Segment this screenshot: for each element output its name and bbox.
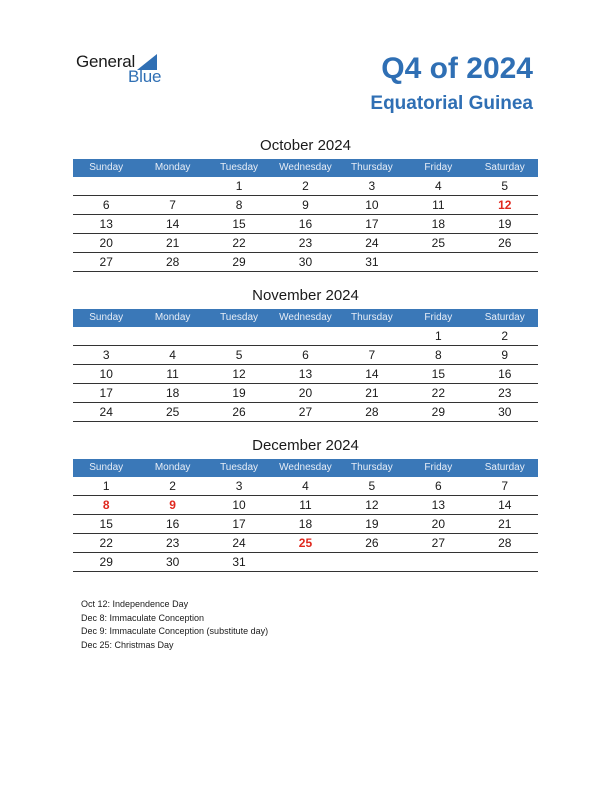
month-title: December 2024 xyxy=(252,437,359,454)
day-cell: 12 xyxy=(232,367,246,381)
day-cell: 15 xyxy=(99,517,113,531)
holiday-note: Dec 25: Christmas Day xyxy=(81,639,174,650)
weekday-label: Wednesday xyxy=(279,162,332,173)
weekday-label: Thursday xyxy=(351,462,393,473)
weekday-label: Sunday xyxy=(89,462,124,473)
day-cell: 6 xyxy=(434,479,442,493)
week-row xyxy=(73,515,538,534)
day-cell: 3 xyxy=(368,179,376,193)
day-cell: 30 xyxy=(165,555,180,569)
day-cell: 10 xyxy=(365,198,379,212)
day-cell: 4 xyxy=(169,348,176,362)
day-cell: 19 xyxy=(365,517,379,531)
day-cell: 18 xyxy=(431,217,445,231)
month-title: October 2024 xyxy=(260,137,351,154)
day-cell: 10 xyxy=(232,498,246,512)
day-cell: 27 xyxy=(99,255,113,269)
day-cell xyxy=(206,327,272,345)
weekday-label: Sunday xyxy=(89,162,124,173)
day-cell: 27 xyxy=(298,405,313,419)
day-cell: 26 xyxy=(498,236,512,250)
day-cell: 29 xyxy=(232,255,246,269)
day-cell: 2 xyxy=(169,479,176,493)
day-cell: 13 xyxy=(431,498,445,512)
weekday-label: Monday xyxy=(154,462,191,473)
day-cell: 3 xyxy=(102,348,110,362)
holiday-day-cell: 12 xyxy=(498,198,512,212)
weekday-label: Friday xyxy=(424,162,453,173)
day-cell: 29 xyxy=(99,555,113,569)
weekday-label: Thursday xyxy=(351,162,393,173)
weekday-label: Tuesday xyxy=(220,462,259,473)
day-cell: 26 xyxy=(232,405,246,419)
day-cell: 27 xyxy=(431,536,445,550)
weekday-label: Wednesday xyxy=(279,462,332,473)
day-cell: 25 xyxy=(165,405,180,419)
weekday-header xyxy=(73,159,538,177)
weekday-label: Monday xyxy=(154,162,191,173)
day-cell: 5 xyxy=(235,348,243,362)
day-cell: 12 xyxy=(365,498,379,512)
weekday-label: Tuesday xyxy=(220,312,259,323)
day-cell xyxy=(472,553,538,571)
holiday-day-cell: 25 xyxy=(298,536,313,550)
day-cell: 17 xyxy=(99,386,113,400)
day-cell xyxy=(139,327,205,345)
day-cell: 1 xyxy=(434,329,442,343)
month-november xyxy=(73,287,538,422)
day-cell xyxy=(405,553,471,571)
day-cell: 29 xyxy=(431,405,445,419)
day-cell: 6 xyxy=(302,348,309,362)
day-cell xyxy=(339,553,405,571)
week-row xyxy=(73,327,538,346)
day-cell: 13 xyxy=(298,367,313,381)
week-row xyxy=(73,534,538,553)
day-cell: 8 xyxy=(235,198,243,212)
day-cell: 24 xyxy=(99,405,113,419)
week-row xyxy=(73,253,538,272)
day-cell: 14 xyxy=(498,498,512,512)
day-cell: 2 xyxy=(302,179,309,193)
day-cell: 30 xyxy=(298,255,313,269)
day-cell: 4 xyxy=(302,479,309,493)
generalblue-logo xyxy=(76,52,176,92)
page-title: Q4 of 2024 xyxy=(381,52,533,85)
day-cell xyxy=(272,327,338,345)
month-title: November 2024 xyxy=(252,287,359,304)
day-cell: 1 xyxy=(235,179,243,193)
day-cell: 10 xyxy=(99,367,113,381)
day-cell: 6 xyxy=(102,198,110,212)
day-cell: 21 xyxy=(498,517,512,531)
country-subtitle: Equatorial Guinea xyxy=(370,93,533,114)
day-cell: 15 xyxy=(232,217,246,231)
day-cell: 3 xyxy=(235,479,243,493)
weekday-label: Tuesday xyxy=(220,162,259,173)
day-cell: 31 xyxy=(232,555,246,569)
day-cell: 21 xyxy=(165,236,180,250)
weekday-label: Thursday xyxy=(351,312,393,323)
day-cell: 8 xyxy=(434,348,442,362)
day-cell: 11 xyxy=(432,198,445,212)
day-cell: 11 xyxy=(299,498,312,512)
holiday-note: Dec 8: Immaculate Conception xyxy=(81,612,205,623)
day-cell: 28 xyxy=(498,536,512,550)
week-row xyxy=(73,384,538,403)
weekday-label: Sunday xyxy=(89,312,124,323)
week-row xyxy=(73,496,538,515)
logo-general-text: General xyxy=(76,52,136,71)
day-cell: 16 xyxy=(498,367,512,381)
weekday-label: Friday xyxy=(424,462,453,473)
day-cell: 7 xyxy=(169,198,176,212)
day-cell: 31 xyxy=(365,255,379,269)
day-cell: 1 xyxy=(102,479,110,493)
day-cell: 13 xyxy=(99,217,113,231)
day-cell: 16 xyxy=(165,517,180,531)
day-cell: 11 xyxy=(166,367,179,381)
day-cell: 24 xyxy=(232,536,246,550)
day-cell: 23 xyxy=(498,386,512,400)
day-cell: 25 xyxy=(431,236,445,250)
day-cell: 14 xyxy=(365,367,379,381)
day-cell: 23 xyxy=(165,536,180,550)
day-cell: 21 xyxy=(365,386,379,400)
day-cell: 28 xyxy=(165,255,180,269)
holiday-day-cell: 9 xyxy=(169,498,176,512)
day-cell xyxy=(339,327,405,345)
day-cell xyxy=(139,177,205,195)
day-cell: 7 xyxy=(368,348,376,362)
day-cell: 30 xyxy=(498,405,512,419)
week-row xyxy=(73,196,538,215)
day-cell: 19 xyxy=(232,386,246,400)
day-cell: 22 xyxy=(99,536,113,550)
day-cell: 23 xyxy=(298,236,313,250)
week-row xyxy=(73,177,538,196)
day-cell: 22 xyxy=(232,236,246,250)
weekday-header xyxy=(73,459,538,477)
day-cell: 28 xyxy=(365,405,379,419)
week-row xyxy=(73,234,538,253)
day-cell: 2 xyxy=(501,329,509,343)
month-december xyxy=(73,437,538,572)
day-cell: 5 xyxy=(501,179,509,193)
day-cell: 24 xyxy=(365,236,379,250)
weekday-label: Monday xyxy=(154,312,191,323)
day-cell: 19 xyxy=(498,217,512,231)
week-row xyxy=(73,346,538,365)
weekday-label: Saturday xyxy=(484,462,525,473)
day-cell: 16 xyxy=(298,217,313,231)
day-cell: 20 xyxy=(298,386,313,400)
day-cell: 15 xyxy=(431,367,445,381)
day-cell: 17 xyxy=(232,517,246,531)
weekday-header xyxy=(73,309,538,327)
day-cell: 4 xyxy=(434,179,442,193)
holiday-notes xyxy=(81,598,268,652)
day-cell: 18 xyxy=(298,517,313,531)
holiday-note: Oct 12: Independence Day xyxy=(81,599,189,609)
day-cell: 20 xyxy=(99,236,113,250)
weekday-label: Friday xyxy=(424,312,453,323)
day-cell: 7 xyxy=(501,479,509,493)
week-row xyxy=(73,215,538,234)
holiday-note: Dec 9: Immaculate Conception (substitute day) xyxy=(81,626,269,636)
day-cell xyxy=(272,553,338,571)
logo-blue-text: Blue xyxy=(128,67,162,86)
day-cell: 9 xyxy=(302,198,309,212)
day-cell: 18 xyxy=(165,386,180,400)
week-row xyxy=(73,553,538,572)
week-row xyxy=(73,365,538,384)
holiday-day-cell: 8 xyxy=(102,498,110,512)
weekday-label: Saturday xyxy=(484,162,525,173)
day-cell: 17 xyxy=(365,217,379,231)
day-cell xyxy=(73,177,139,195)
day-cell xyxy=(472,253,538,271)
week-row xyxy=(73,477,538,496)
day-cell: 20 xyxy=(431,517,445,531)
month-october xyxy=(73,137,538,272)
weekday-label: Wednesday xyxy=(279,312,332,323)
day-cell: 5 xyxy=(368,479,376,493)
day-cell: 22 xyxy=(431,386,445,400)
day-cell: 26 xyxy=(365,536,379,550)
day-cell: 14 xyxy=(165,217,180,231)
day-cell: 9 xyxy=(501,348,509,362)
week-row xyxy=(73,403,538,422)
day-cell xyxy=(73,327,139,345)
day-cell xyxy=(405,253,471,271)
weekday-label: Saturday xyxy=(484,312,525,323)
